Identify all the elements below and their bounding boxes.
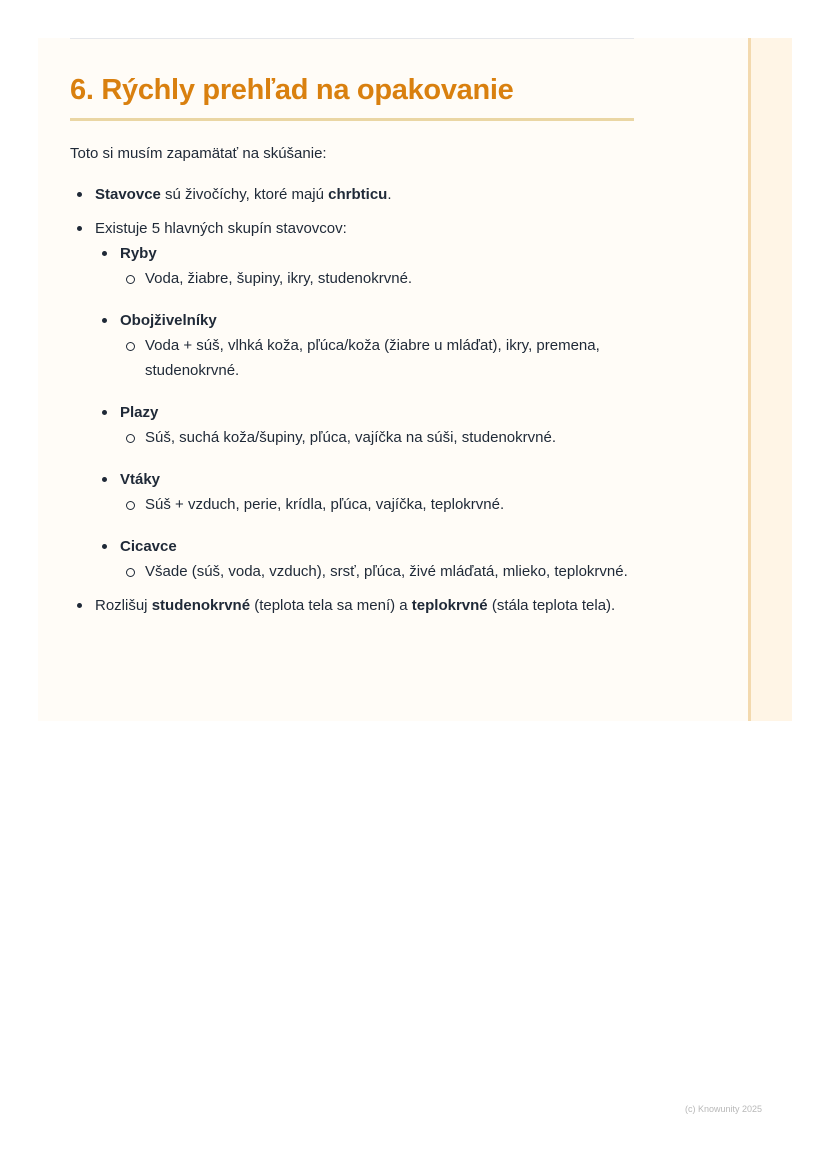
group-name: Plazy bbox=[120, 404, 159, 421]
group-detail: Súš + vzduch, perie, krídla, pľúca, vajíčka, teplokrvné. bbox=[145, 492, 635, 517]
bold-term: teplokrvné bbox=[411, 597, 488, 614]
group-item bbox=[120, 308, 635, 383]
intro-text: Toto si musím zapamätať na skúšanie: bbox=[70, 145, 327, 162]
bold-term: chrbticu bbox=[328, 186, 388, 203]
group-item bbox=[120, 241, 635, 291]
text: Rozlišuj bbox=[95, 597, 152, 614]
bold-term: studenokrvné bbox=[151, 597, 251, 614]
list-item bbox=[95, 216, 635, 584]
bold-term: Stavovce bbox=[95, 186, 161, 203]
group-name: Cicavce bbox=[120, 538, 177, 555]
group-name: Obojživelníky bbox=[120, 312, 217, 329]
text: (teplota tela sa mení) a bbox=[250, 597, 412, 614]
group-detail: Voda + súš, vlhká koža, pľúca/koža (žiabre u mláďat), ikry, premena, studenokrvné. bbox=[145, 333, 635, 383]
list-item bbox=[95, 182, 635, 207]
groups-list bbox=[120, 241, 635, 584]
group-detail: Voda, žiabre, šupiny, ikry, studenokrvné. bbox=[145, 266, 635, 291]
group-item bbox=[120, 534, 635, 584]
text: sú živočíchy, ktoré majú bbox=[160, 186, 329, 203]
group-item bbox=[120, 467, 635, 517]
side-accent-strip bbox=[748, 38, 792, 721]
group-item bbox=[120, 400, 635, 450]
group-name: Ryby bbox=[120, 245, 157, 262]
group-name: Vtáky bbox=[120, 471, 161, 488]
section-heading: 6. Rýchly prehľad na opakovanie bbox=[70, 74, 514, 106]
group-detail: Súš, suchá koža/šupiny, pľúca, vajíčka na súši, studenokrvné. bbox=[145, 425, 635, 450]
text: Existuje 5 hlavných skupín stavovcov: bbox=[95, 220, 347, 237]
text: (stála teplota tela). bbox=[487, 597, 616, 614]
copyright-footer: (c) Knowunity 2025 bbox=[685, 1104, 763, 1114]
heading-underline bbox=[70, 118, 634, 121]
summary-list bbox=[95, 182, 635, 627]
top-divider bbox=[70, 38, 634, 39]
text: . bbox=[387, 186, 392, 203]
list-item bbox=[95, 593, 635, 618]
group-detail: Všade (súš, voda, vzduch), srsť, pľúca, živé mláďatá, mlieko, teplokrvné. bbox=[145, 559, 635, 584]
